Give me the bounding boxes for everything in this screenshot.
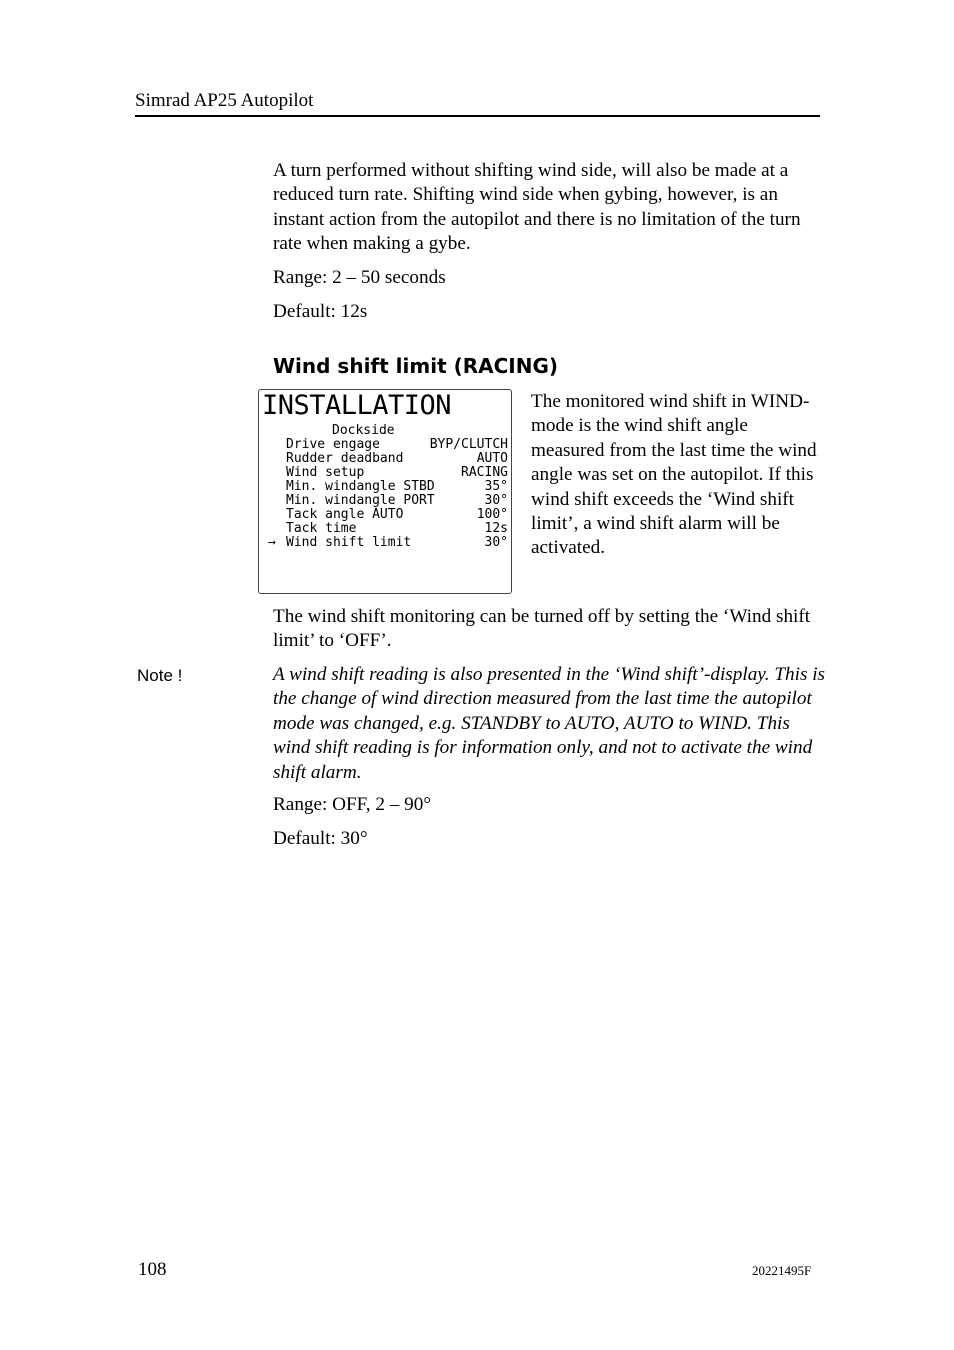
default-wind-shift: Default: 30° [273,828,368,849]
lcd-row-value: AUTO [476,451,508,466]
lcd-row-label: Tack time [286,521,357,536]
lcd-row-value: 30° [484,493,508,508]
lcd-title: INSTALLATION [262,390,452,421]
section-title: Wind shift limit (RACING) [273,354,559,378]
lcd-row-wind-shift-limit [286,536,508,550]
lcd-row-label: Min. windangle STBD [286,479,435,494]
lcd-row-value: 35° [484,479,508,494]
default-turn-rate: Default: 12s [273,301,368,322]
note-label: Note ! [137,666,183,685]
lcd-row-label: Rudder deadband [286,451,404,466]
range-wind-shift: Range: OFF, 2 – 90° [273,794,432,815]
lcd-row-label: Min. windangle PORT [286,493,435,508]
paragraph-turn-off: The wind shift monitoring can be turned off by setting the ‘Wind shift limit’ to ‘OFF’. [273,606,811,652]
lcd-row-tack-time [286,522,508,536]
lcd-row-drive-engage [286,438,508,452]
lcd-row-label: Wind setup [286,465,365,480]
note-text: A wind shift reading is also presented in the ‘Wind shift’-display. This is the change of wind direction measured from the last time the autopilot mode was changed, e.g. STANDBY to AUTO, AUTO to WIND. This wind shift reading is for information only, and not to activate the wind shift alarm. [273,664,826,783]
lcd-row-value: RACING [461,465,508,480]
lcd-row-label: Tack angle AUTO [286,507,404,522]
header-rule [135,115,820,117]
lcd-row-min-windangle-stbd [286,480,508,494]
lcd-installation-screen [258,389,512,594]
lcd-row-value: 30° [484,535,508,550]
document-number: 20221495F [752,1263,812,1278]
lcd-row-label: Drive engage [286,437,380,452]
lcd-selector-arrow-icon: → [268,535,276,550]
lcd-subtitle: Dockside [332,423,395,438]
lcd-row-label: Wind shift limit [286,535,412,550]
lcd-row-min-windangle-port [286,494,508,508]
lcd-row-value: BYP/CLUTCH [429,437,508,452]
lcd-row-tack-angle-auto [286,508,508,522]
lcd-row-wind-setup [286,466,508,480]
paragraph-turn-rate: A turn performed without shifting wind side, will also be made at a reduced turn rate. Shifting wind side when gybing, however, is an instant action from the autopilot and there is no limitation of the turn rate when making a gybe. [273,160,801,255]
lcd-row-value: 100° [476,507,508,522]
lcd-row-value: 12s [484,521,508,536]
page-number: 108 [138,1259,167,1280]
range-turn-rate: Range: 2 – 50 seconds [273,267,446,288]
running-header: Simrad AP25 Autopilot [135,90,314,111]
paragraph-wind-shift: The monitored wind shift in WIND-mode is the wind shift angle measured from the last time the wind angle was set on the autopilot. If this wind shift exceeds the ‘Wind shift limit’, a wind shift alarm will be activated. [531,391,817,559]
lcd-row-rudder-deadband [286,452,508,466]
